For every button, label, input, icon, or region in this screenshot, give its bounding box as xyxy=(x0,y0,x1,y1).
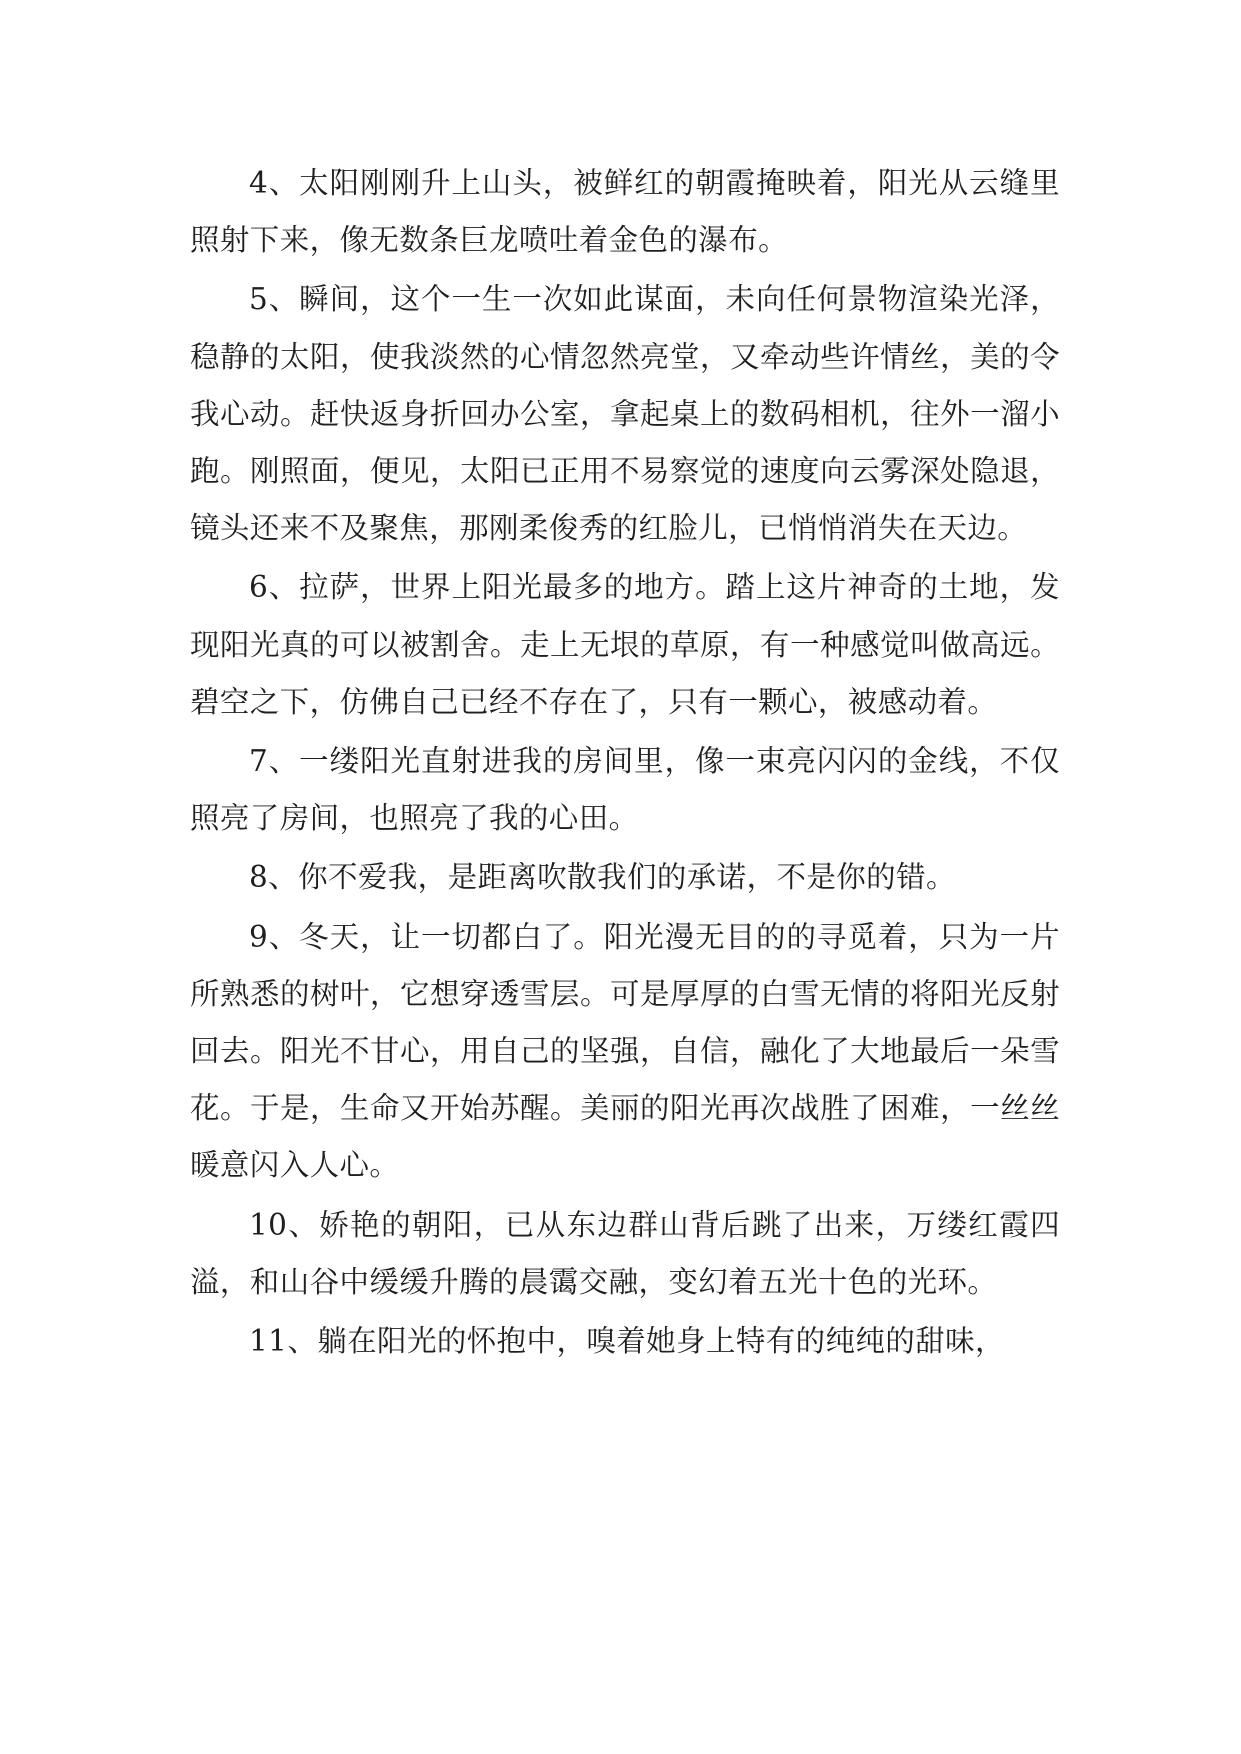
paragraph-10: 10、娇艳的朝阳，已从东边群山背后跳了出来，万缕红霞四溢，和山谷中缓缓升腾的晨霭交融，变幻着五光十色的光环。 xyxy=(190,1207,1060,1299)
paragraph-11: 11、躺在阳光的怀抱中，嗅着她身上特有的纯纯的甜味， xyxy=(249,1324,1005,1359)
paragraph-6: 6、拉萨，世界上阳光最多的地方。踏上这片神奇的土地，发现阳光真的可以被割舍。走上无垠的草原，有一种感觉叫做高远。碧空之下，仿佛自己已经不存在了，只有一颗心，被感动着。 xyxy=(190,570,1060,719)
paragraph-5: 5、瞬间，这个一生一次如此谋面，未向任何景物渲染光泽，稳静的太阳，使我淡然的心情忽然亮堂，又牵动些许情丝，美的令我心动。赶快返身折回办公室，拿起桌上的数码相机，往外一溜小跑。刚照面，便见，太阳已正用不易察觉的速度向云雾深处隐退，镜头还来不及聚焦，那刚柔俊秀的红脸儿，已悄悄消失在天边。 xyxy=(190,282,1060,546)
paragraph-7: 7、一缕阳光直射进我的房间里，像一束亮闪闪的金线，不仅照亮了房间，也照亮了我的心田。 xyxy=(190,744,1060,836)
paragraph-8: 8、你不爱我，是距离吹散我们的承诺，不是你的错。 xyxy=(249,860,956,895)
paragraph-9: 9、冬天，让一切都白了。阳光漫无目的的寻觅着，只为一片所熟悉的树叶，它想穿透雪层。可是厚厚的白雪无情的将阳光反射回去。阳光不甘心，用自己的坚强，自信，融化了大地最后一朵雪花。于是，生命又开始苏醒。美丽的阳光再次战胜了困难，一丝丝暖意闪入人心。 xyxy=(190,919,1060,1183)
paragraph-4: 4、太阳刚刚升上山头，被鲜红的朝霞掩映着，阳光从云缝里照射下来，像无数条巨龙喷吐着金色的瀑布。 xyxy=(190,166,1060,258)
document-body xyxy=(190,155,1060,1372)
